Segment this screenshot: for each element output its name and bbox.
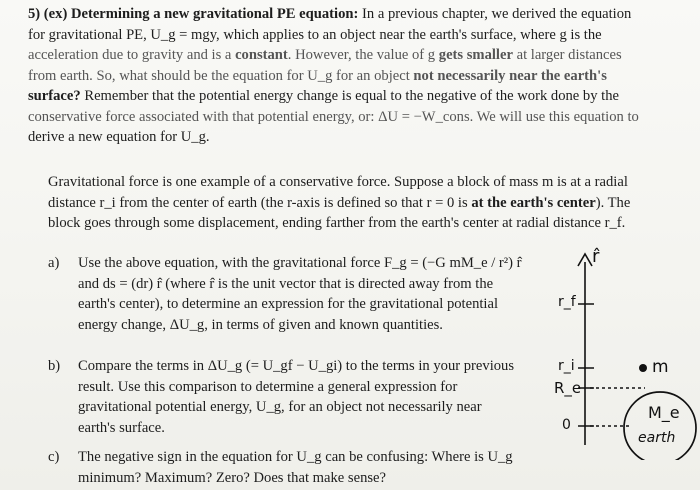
intro-text: conservative force associated with that potential energy, or: ΔU = −W_cons. We will use this equation to (28, 108, 639, 125)
intro-paragraph (28, 4, 676, 148)
axis-unit-label: r̂ (592, 246, 600, 267)
question-text: energy change, ΔU_g, in terms of given and known quantities. (78, 316, 443, 333)
radial-axis-diagram (540, 240, 700, 460)
question-c (48, 447, 548, 488)
intro-text: . However, the value of g (287, 47, 439, 63)
question-label: c) (48, 449, 60, 465)
question-a (48, 253, 528, 335)
question-text: gravitational potential energy, U_g, for an object not necessarily near (78, 399, 482, 415)
mass-label: m (652, 357, 669, 377)
earth-mass-label: M_e (648, 403, 680, 422)
emphasis: surface? (28, 88, 81, 104)
question-text: The negative sign in the equation for U_g can be confusing: Where is U_g (78, 449, 513, 465)
question-label: a) (48, 255, 60, 271)
emphasis: at the earth's center (471, 194, 596, 211)
setup-text: ). The (595, 194, 631, 211)
emphasis: gets smaller (438, 47, 513, 63)
emphasis: constant (235, 47, 288, 63)
question-text: Use the above equation, with the gravitational force F_g = (−G mM_e / r²) r̂ (78, 255, 522, 271)
question-label: b) (48, 358, 61, 374)
zero-label: 0 (562, 417, 571, 433)
question-text: minimum? Maximum? Zero? Does that make sense? (78, 469, 387, 486)
re-label: R_e (554, 379, 582, 397)
intro-text: derive a new equation for U_g. (28, 129, 210, 145)
intro-text: from earth. So, what should be the equation for U_g for an object (28, 67, 414, 84)
earth-label: earth (638, 430, 676, 446)
setup-text: block goes through some displacement, ending farther from the earth's center at radial distance r_f. (48, 215, 626, 231)
question-b (48, 356, 528, 438)
mass-dot (639, 364, 647, 372)
setup-text: distance r_i from the center of earth (the r-axis is defined so that r = 0 is (48, 194, 472, 211)
question-text: result. Use this comparison to determine a general expression for (78, 378, 458, 395)
problem-heading: 5) (ex) Determining a new gravitational PE equation: (28, 6, 359, 22)
question-text: earth's center), to determine an expression for the gravitational potential (78, 296, 499, 312)
question-text: and ds = (dr) r̂ (where r̂ is the unit vector that is directed away from the (78, 275, 494, 292)
intro-text: at larger distances (512, 47, 622, 63)
intro-text: Remember that the potential energy change is equal to the negative of the work done by the (80, 88, 619, 104)
ri-label: r_i (558, 358, 575, 374)
rf-label: r_f (558, 294, 576, 310)
intro-text: acceleration due to gravity and is a (28, 47, 236, 63)
question-text: Compare the terms in ΔU_g (= U_gf − U_gi) to the terms in your previous (78, 358, 515, 374)
intro-text: for gravitational PE, U_g = mgy, which applies to an object near the earth's surface, where g is the (28, 26, 602, 43)
setup-text: Gravitational force is one example of a conservative force. Suppose a block of mass m is at a radial (48, 174, 628, 190)
question-text: earth's surface. (78, 419, 165, 436)
emphasis: not necessarily near the earth's (413, 67, 607, 84)
setup-paragraph (48, 172, 676, 234)
intro-text: In a previous chapter, we derived the equation (358, 6, 632, 22)
